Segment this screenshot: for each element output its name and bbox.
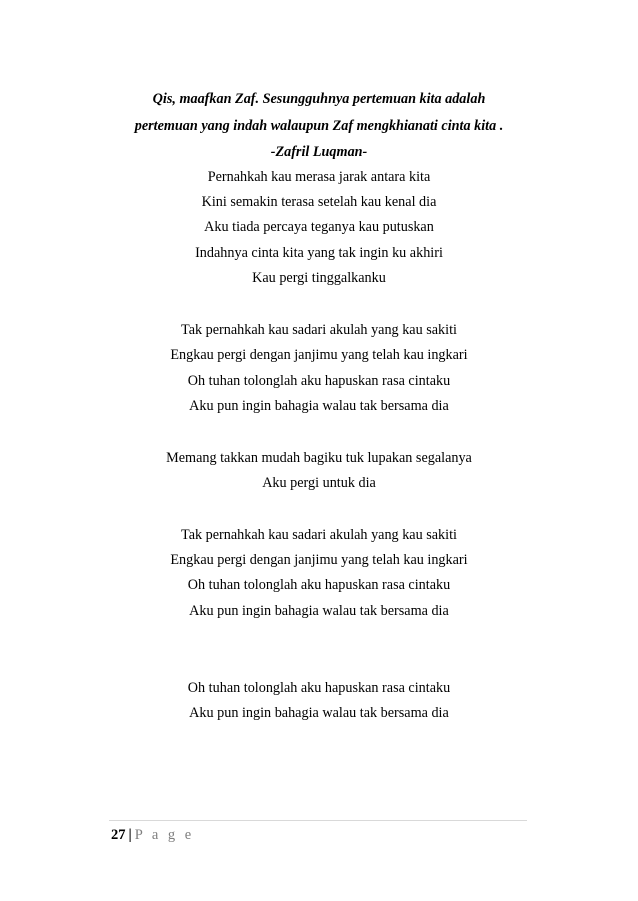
lyric-line: Memang takkan mudah bagiku tuk lupakan segalanya — [166, 450, 472, 466]
lyric-line: Engkau pergi dengan janjimu yang telah kau ingkari — [170, 552, 468, 568]
footer-divider — [109, 820, 527, 821]
footer-separator: | — [128, 827, 132, 843]
lyric-line: Aku tiada percaya teganya kau putuskan — [204, 219, 434, 235]
page-footer — [111, 826, 194, 844]
lyric-line: Aku pun ingin bahagia walau tak bersama dia — [189, 398, 449, 414]
lyric-line: Kini semakin terasa setelah kau kenal dia — [201, 194, 437, 210]
lyric-line: Aku pergi untuk dia — [262, 475, 376, 491]
lyric-line: Pernahkah kau merasa jarak antara kita — [207, 169, 431, 185]
page-label: P a g e — [134, 827, 195, 843]
page-number: 27 — [111, 827, 126, 843]
lyric-line: Aku pun ingin bahagia walau tak bersama dia — [189, 705, 449, 721]
author-credit: -Zafril Luqman- — [270, 144, 368, 160]
lyric-line: Oh tuhan tolonglah aku hapuskan rasa cintaku — [187, 577, 451, 593]
intro-line-1: Qis, maafkan Zaf. Sesungguhnya pertemuan kita adalah — [152, 91, 486, 107]
lyric-line: Aku pun ingin bahagia walau tak bersama dia — [189, 603, 449, 619]
lyric-line: Oh tuhan tolonglah aku hapuskan rasa cintaku — [187, 373, 451, 389]
lyric-line: Tak pernahkah kau sadari akulah yang kau sakiti — [181, 322, 457, 338]
lyric-line: Kau pergi tinggalkanku — [252, 270, 386, 286]
intro-line-2: pertemuan yang indah walaupun Zaf mengkhianati cinta kita . — [134, 118, 504, 134]
lyric-line: Oh tuhan tolonglah aku hapuskan rasa cintaku — [187, 680, 451, 696]
lyric-line: Tak pernahkah kau sadari akulah yang kau sakiti — [181, 527, 457, 543]
lyric-line: Indahnya cinta kita yang tak ingin ku akhiri — [195, 245, 443, 261]
lyric-line: Engkau pergi dengan janjimu yang telah kau ingkari — [170, 347, 468, 363]
